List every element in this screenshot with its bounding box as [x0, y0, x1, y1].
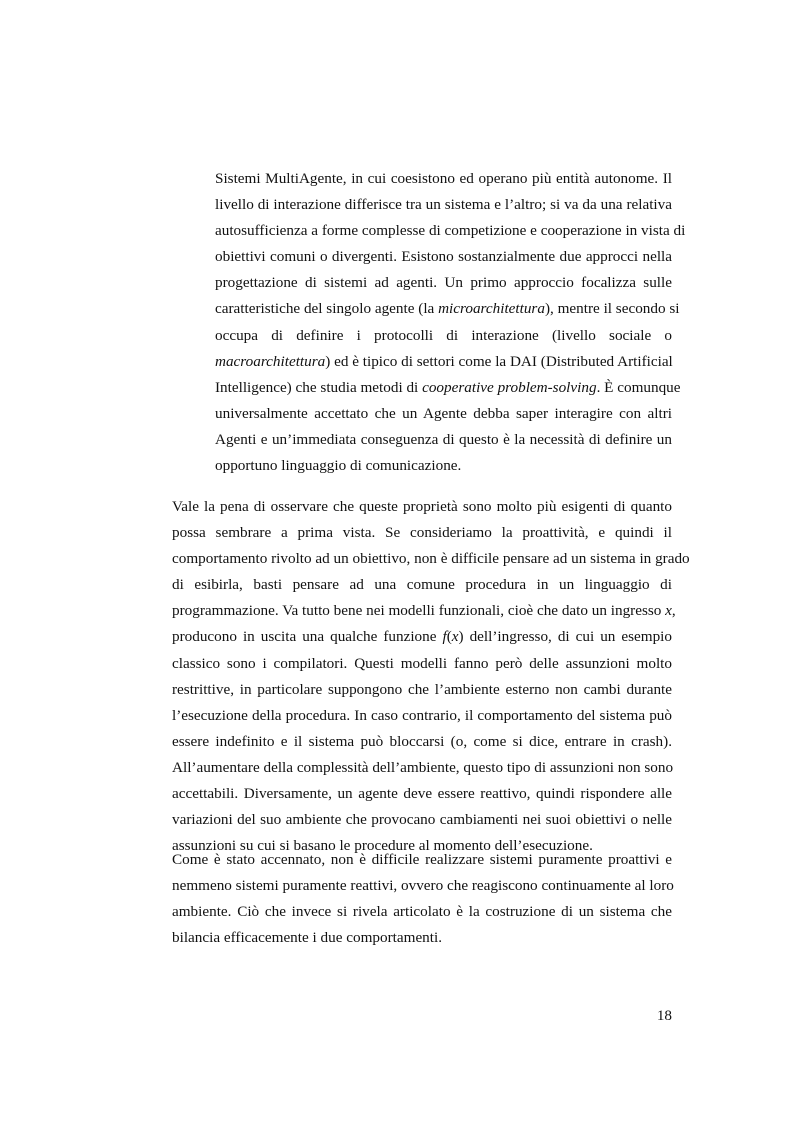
text-line [172, 651, 672, 677]
text-line [172, 807, 672, 833]
indented-paragraph [215, 166, 686, 479]
text-run: ), mentre il secondo si [544, 300, 680, 318]
text-run: ) dell’ingresso, di cui un esempio [458, 628, 672, 646]
text-line [172, 546, 690, 572]
body-paragraph-1 [172, 494, 690, 859]
italic-term: macroarchitettura [215, 352, 326, 370]
text-run: Agenti e un’immediata conseguenza di questo è la necessità di definire un [215, 430, 672, 448]
text-run: , [671, 602, 676, 620]
text-line [172, 572, 672, 598]
page-number: 18 [656, 1007, 672, 1024]
italic-variable: f [442, 628, 447, 646]
text-line [172, 494, 672, 520]
text-line [172, 598, 676, 624]
text-line [215, 244, 672, 270]
text-line [172, 847, 672, 873]
text-line [172, 755, 672, 781]
text-run: possa sembrare a prima vista. Se consideriamo la proattività, e quindi il [172, 524, 672, 542]
body-paragraph-2 [172, 847, 672, 951]
text-run: restrittive, in particolare suppongono che l’ambiente esterno non cambi durante [172, 680, 672, 698]
text-run: autosufficienza a forme complesse di competizione e cooperazione in vista di [215, 222, 686, 240]
text-run: ) ed è tipico di settori come la DAI (Distributed Artificial [325, 352, 673, 370]
text-run: occupa di definire i protocolli di interazione (livello sociale o [215, 326, 672, 344]
italic-term: cooperative problem-solving [422, 378, 597, 396]
text-run: nemmeno sistemi puramente reattivi, ovvero che reagiscono continuamente al loro [172, 877, 674, 895]
italic-variable: x [665, 602, 672, 620]
text-line [215, 218, 686, 244]
text-run: accettabili. Diversamente, un agente deve essere reattivo, quindi rispondere alle [172, 785, 672, 803]
italic-variable: x [451, 628, 459, 646]
text-run: essere indefinito e il sistema può bloccarsi (o, come si dice, entrare in crash). [172, 732, 672, 750]
text-run: di esibirla, basti pensare ad una comune procedura in un linguaggio di [172, 576, 672, 594]
text-run: progettazione di sistemi ad agenti. Un primo approccio focalizza sulle [215, 274, 672, 292]
text-line [215, 453, 672, 479]
text-run: opportuno linguaggio di comunicazione. [215, 457, 462, 475]
text-run: Vale la pena di osservare che queste proprietà sono molto più esigenti di quanto [172, 498, 672, 515]
text-run: caratteristiche del singolo agente (la [215, 300, 439, 318]
text-run: universalmente accettato che un Agente debba saper interagire con altri [215, 404, 672, 422]
text-line [172, 624, 672, 650]
text-run: producono in uscita una qualche funzione [172, 628, 443, 646]
text-line [215, 323, 672, 349]
text-line [172, 899, 672, 925]
text-line [215, 427, 672, 453]
text-line [172, 703, 672, 729]
text-run: obiettivi comuni o divergenti. Esistono sostanzialmente due approcci nella [215, 248, 672, 266]
text-line [215, 296, 680, 322]
italic-term: microarchitettura [438, 300, 545, 318]
text-run: comportamento rivolto ad un obiettivo, non è difficile pensare ad un sistema in grado [172, 550, 690, 568]
text-run: l’esecuzione della procedura. In caso contrario, il comportamento del sistema può [172, 706, 672, 724]
text-line [215, 270, 672, 296]
text-run: classico sono i compilatori. Questi modelli fanno però delle assunzioni molto [172, 654, 672, 672]
text-line [172, 729, 672, 755]
text-line [215, 166, 672, 192]
text-run: Intelligence) che studia metodi di [215, 378, 423, 396]
text-line [215, 349, 672, 375]
text-line [215, 401, 672, 427]
text-line [172, 520, 672, 546]
text-run: Sistemi MultiAgente, in cui coesistono ed operano più entità autonome. Il [215, 170, 672, 187]
text-run: programmazione. Va tutto bene nei modelli funzionali, cioè che dato un ingresso [172, 602, 666, 620]
text-run: ambiente. Ciò che invece si rivela articolato è la costruzione di un sistema che [172, 903, 672, 921]
text-line [215, 375, 681, 401]
text-line [172, 677, 672, 703]
text-run: livello di interazione differisce tra un sistema e l’altro; si va da una relativa [215, 196, 672, 214]
text-run: All’aumentare della complessità dell’ambiente, questo tipo di assunzioni non sono [172, 758, 674, 776]
text-line [172, 873, 672, 899]
text-line [172, 925, 672, 951]
text-line [172, 781, 672, 807]
text-run: ( [446, 628, 452, 646]
text-run: bilancia efficacemente i due comportamenti. [172, 929, 443, 947]
text-run: variazioni del suo ambiente che provocano cambiamenti nei suoi obiettivi o nelle [172, 811, 672, 829]
text-run: Come è stato accennato, non è difficile realizzare sistemi puramente proattivi e [172, 851, 672, 868]
text-line [215, 192, 672, 218]
text-run: . È comunque [596, 378, 681, 396]
text-run: assunzioni su cui si basano le procedure al momento dell’esecuzione. [172, 837, 593, 855]
